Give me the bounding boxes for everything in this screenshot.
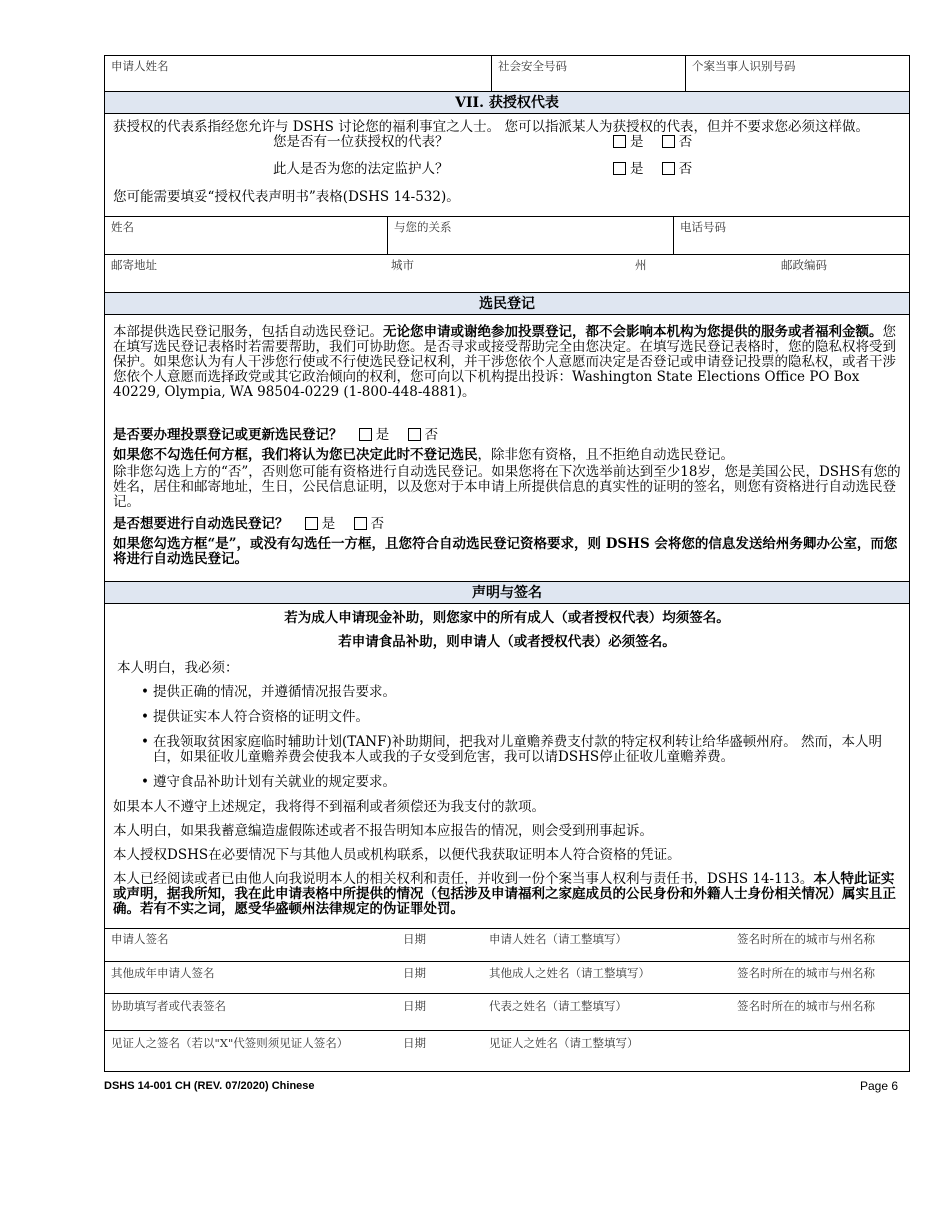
rep-relationship-label: 与您的关系 <box>394 220 452 234</box>
bullet-text: 遵守食品补助计划有关就业的规定要求。 <box>153 774 396 790</box>
rep-state-field[interactable] <box>629 255 769 292</box>
declaration-body <box>105 604 909 929</box>
rep-name-label: 姓名 <box>111 220 134 234</box>
identity-row <box>105 56 909 92</box>
list-item <box>105 710 895 725</box>
date-label: 日期 <box>403 1036 426 1050</box>
q1-yes-checkbox[interactable] <box>613 135 626 148</box>
auth-rep-address-row <box>105 255 909 293</box>
declaration-final-bold: 本人特此证实或声明，据我所知，我在此申请表格中所提供的情况（包括涉及申请福利之家庭成员的公民身份和外籍人士身份相关情况）属实且正确。若有不实之词，愿受华盛顿州法律规定的伪证罪处罚。 <box>113 871 896 917</box>
voter-auto-question: 是否想要进行自动选民登记？ <box>113 516 289 532</box>
applicant-name-label: 申请人姓名 <box>111 59 169 73</box>
date-label: 日期 <box>403 966 426 980</box>
city-state-label: 签名时所在的城市与州名称 <box>737 932 875 946</box>
case-id-field[interactable] <box>685 56 909 91</box>
voter-title: 选民登记 <box>479 296 535 312</box>
voter-p2-rest: ，除非您有资格，且不拒绝自动选民登记。 <box>477 447 734 463</box>
declaration-crime-clause: 本人明白，如果我蓄意编造虚假陈述或者不报告明知本应报告的情况，则会受到刑事起诉。 <box>113 823 653 839</box>
register-no-label: 否 <box>424 427 439 443</box>
rep-name-field[interactable] <box>105 217 387 254</box>
auth-rep-question-1: 您是否有一位获授权的代表？ <box>273 134 449 150</box>
voter-paragraph-3: 除非您勾选上方的“否”，否则您可能有资格进行自动选民登记。如果您将在下次选举前达到至少18岁，您是美国公民，DSHS有您的姓名，居住和邮寄地址，生日，公民信息证明，以及您对于本申请上所提供信息的真实性的证明的签名，则您有资格进行自动选民登记。 <box>113 464 901 510</box>
declaration-cash-line: 若为成人申请现金补助，则您家中的所有成人（或者授权代表）均须签名。 <box>284 610 730 626</box>
signature-row-other-adult[interactable] <box>105 962 909 994</box>
auth-rep-section-header <box>105 92 909 114</box>
voter-p1-bold: 无论您申请或谢绝参加投票登记，都不会影响本机构为您提供的服务或者福利金额。 <box>383 324 883 340</box>
rep-zip-field[interactable] <box>775 255 909 292</box>
printed-name-label: 其他成人之姓名（请工整填写） <box>489 966 650 980</box>
auth-rep-question-2: 此人是否为您的法定监护人？ <box>273 161 449 177</box>
declaration-title: 声明与签名 <box>472 585 542 601</box>
bullet-icon: • <box>141 684 149 700</box>
list-item <box>105 685 895 700</box>
declaration-understand: 本人明白，我必须： <box>117 660 239 676</box>
sig-label: 协助填写者或代表签名 <box>111 999 226 1013</box>
date-label: 日期 <box>403 932 426 946</box>
rep-city-field[interactable] <box>385 255 625 292</box>
declaration-bullet-list <box>105 685 895 800</box>
rep-phone-field[interactable] <box>673 217 909 254</box>
q1-yes-label: 是 <box>630 134 644 150</box>
voter-paragraph-2 <box>113 448 903 463</box>
rep-mailing-label: 邮寄地址 <box>111 258 157 272</box>
applicant-name-field[interactable] <box>105 56 491 91</box>
auth-rep-q1-options <box>607 135 692 150</box>
auto-yes-checkbox[interactable] <box>305 517 318 530</box>
declaration-fail-clause: 如果本人不遵守上述规定，我将得不到福利或者须偿还为我支付的款项。 <box>113 799 545 815</box>
voter-auto-question-row <box>113 517 384 532</box>
city-state-label: 签名时所在的城市与州名称 <box>737 999 875 1013</box>
case-id-label: 个案当事人识别号码 <box>692 59 796 73</box>
q1-no-label: 否 <box>678 134 693 150</box>
sig-label: 申请人签名 <box>111 932 169 946</box>
signature-row-witness[interactable] <box>105 1031 909 1071</box>
bullet-icon: • <box>141 734 149 750</box>
rep-zip-label: 邮政编码 <box>781 258 827 272</box>
city-state-label: 签名时所在的城市与州名称 <box>737 966 875 980</box>
voter-paragraph-1 <box>113 325 903 400</box>
voter-p2-bold: 如果您不勾选任何方框，我们将认为您已决定此时不登记选民 <box>113 447 478 463</box>
auto-yes-label: 是 <box>321 516 336 532</box>
register-yes-checkbox[interactable] <box>359 428 372 441</box>
application-form-page <box>104 55 910 1072</box>
page-number: Page 6 <box>860 1079 899 1093</box>
bullet-icon: • <box>141 774 149 790</box>
q2-no-label: 否 <box>678 161 693 177</box>
voter-p1-rest: 您在填写选民登记表格时若需要帮助，我们可协助您。是否寻求或接受帮助完全由您决定。在填写选民登记表格时，您的隐私权将受到保护。如果您认为有人干涉您行使或不行使选民登记权利，并干涉您依个人意愿而决定是否登记或申请登记投票的隐私权，或者干涉您依个人意愿而选择政党或其它政治倾向的权利，您可向以下机构提出投诉：Washington State Elections Office PO Box 40229, Olympia, WA 98504-0229 (1-800-448-4881)。 <box>113 324 896 400</box>
bullet-text: 提供正确的情况，并遵循情况报告要求。 <box>153 684 396 700</box>
declaration-food-line: 若申请食品补助，则申请人（或者授权代表）必须签名。 <box>338 634 676 650</box>
declaration-final-intro: 本人已经阅读或者已由他人向我说明本人的相关权利和责任，并收到一份个案当事人权利与责任书，DSHS 14-113。 <box>113 871 814 887</box>
q1-no-checkbox[interactable] <box>662 135 675 148</box>
q2-yes-label: 是 <box>630 161 644 177</box>
ssn-label: 社会安全号码 <box>498 59 567 73</box>
register-yes-label: 是 <box>375 427 390 443</box>
declaration-auth-clause: 本人授权DSHS在必要情况下与其他人员或机构联系，以便代我获取证明本人符合资格的凭证。 <box>113 847 681 863</box>
form-id: DSHS 14-001 CH (REV. 07/2020) Chinese <box>104 1080 315 1092</box>
voter-register-question: 是否要办理投票登记或更新选民登记？ <box>113 427 343 443</box>
auth-rep-body <box>105 114 909 217</box>
sig-label: 见证人之签名（若以"X"代签则须见证人签名） <box>111 1036 349 1050</box>
signature-row-applicant[interactable] <box>105 929 909 962</box>
auth-rep-intro: 获授权的代表系指经您允许与 DSHS 讨论您的福利事宜之人士。 您可以指派某人为获授权的代表，但并不要求您必须这样做。 <box>113 119 869 135</box>
auth-rep-form-note: 您可能需要填妥“授权代表声明书”表格(DSHS 14-532)。 <box>113 189 460 205</box>
rep-state-label: 州 <box>635 258 647 272</box>
bullet-text: 在我领取贫困家庭临时辅助计划(TANF)补助期间，把我对儿童赡养费支付款的特定权利转让给华盛顿州府。 然而，本人明白，如果征收儿童赡养费会使我本人或我的子女受到危害，我可以请DSHS停止征收儿童赡养费。 <box>153 734 883 765</box>
ssn-field[interactable] <box>491 56 685 91</box>
q2-no-checkbox[interactable] <box>662 162 675 175</box>
sig-label: 其他成年申请人签名 <box>111 966 215 980</box>
declaration-section-header <box>105 582 909 604</box>
rep-mailing-field[interactable] <box>105 255 385 292</box>
voter-p1-intro: 本部提供选民登记服务，包括自动选民登记。 <box>113 324 383 340</box>
bullet-icon: • <box>141 709 149 725</box>
auto-no-checkbox[interactable] <box>354 517 367 530</box>
rep-relationship-field[interactable] <box>387 217 673 254</box>
rep-city-label: 城市 <box>391 258 414 272</box>
list-item <box>105 775 895 790</box>
list-item <box>105 735 895 765</box>
voter-paragraph-4: 如果您勾选方框“是”，或没有勾选任一方框，且您符合自动选民登记资格要求，则 DSHS 会将您的信息发送给州务卿办公室，而您将进行自动选民登记。 <box>113 536 898 567</box>
auth-rep-title: VII. 获授权代表 <box>455 95 559 111</box>
printed-name-label: 见证人之姓名（请工整填写） <box>489 1036 639 1050</box>
bullet-text: 提供证实本人符合资格的证明文件。 <box>153 709 369 725</box>
auto-no-label: 否 <box>370 516 385 532</box>
auth-rep-q2-options <box>607 162 692 177</box>
rep-phone-label: 电话号码 <box>680 220 726 234</box>
register-no-checkbox[interactable] <box>408 428 421 441</box>
voter-section-header <box>105 293 909 315</box>
declaration-final-clause <box>113 872 905 917</box>
auth-rep-contact-row <box>105 217 909 255</box>
printed-name-label: 申请人姓名（请工整填写） <box>489 932 627 946</box>
voter-body <box>105 315 909 582</box>
printed-name-label: 代表之姓名（请工整填写） <box>489 999 627 1013</box>
date-label: 日期 <box>403 999 426 1013</box>
signature-row-representative[interactable] <box>105 994 909 1031</box>
q2-yes-checkbox[interactable] <box>613 162 626 175</box>
voter-register-question-row <box>113 428 438 443</box>
